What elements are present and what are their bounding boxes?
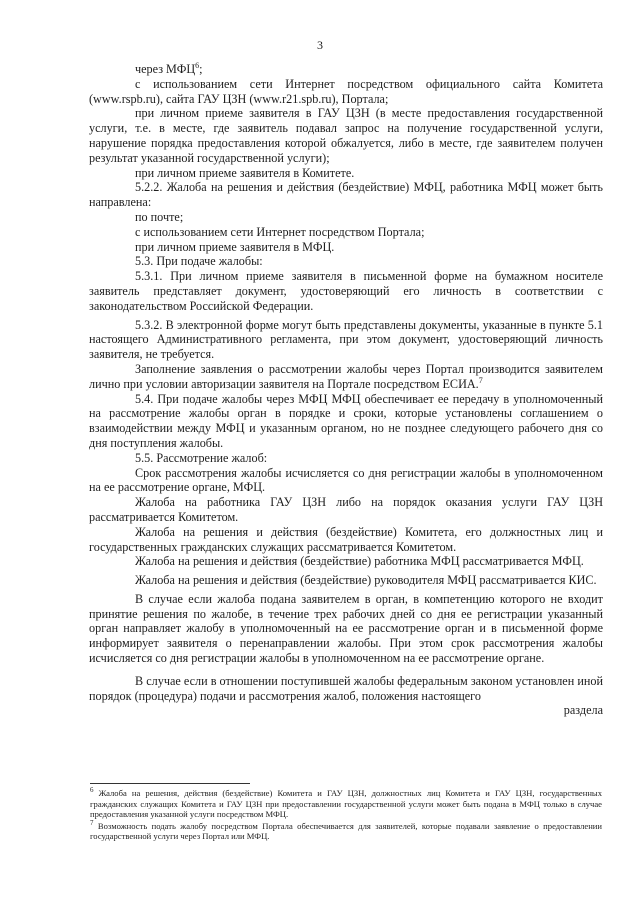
paragraph: В случае если жалоба подана заявителем в орган, в компетенцию которого не входит принятие решения по жалобе, в течение трех рабочих дней со дня ее регистрации указанный орган направляет жалобу в уполномоченный на ее рассмотрение орган и в письменной форме информирует заявителя о перенаправлении жалобы. При этом срок рассмотрения жалобы исчисляется со дня регистрации жалобы в уполномоченном на ее рассмотрение органе. bbox=[89, 591, 603, 666]
paragraph: при личном приеме заявителя в Комитете. bbox=[135, 165, 355, 180]
paragraph: Жалоба на решения и действия (бездействие) руководителя МФЦ рассматривается КИС. bbox=[135, 573, 597, 588]
paragraph: 5.5. Рассмотрение жалоб: bbox=[135, 450, 268, 465]
paragraph: 5.4. При подаче жалобы через МФЦ МФЦ обеспечивает ее передачу в уполномоченный на рассмотрение жалобы орган в порядке и сроки, которые установлены соглашением о взаимодействии между МФЦ и указанным органом, но не позднее следующего рабочего дня со дня поступления жалобы. bbox=[89, 391, 603, 450]
paragraph: В случае если в отношении поступившей жалобы федеральным законом установлен иной порядок (процедура) подачи и рассмотрения жалоб, положения настоящего bbox=[89, 673, 603, 703]
footnote: $^6$ Жалоба на решения, действия (бездействие) Комитета и ГАУ ЦЗН, должностных лиц Комитета и ГАУ ЦЗН, государственных гражданских служащих Комитета и ГАУ ЦЗН при предоставлении государственной услуги может быть подана в МФЦ только в случае предоставления указанной услуги посредством МФЦ. bbox=[90, 786, 602, 820]
paragraph: Срок рассмотрения жалобы исчисляется со дня регистрации жалобы в уполномоченном на ее рассмотрение органе, МФЦ. bbox=[89, 465, 603, 495]
paragraph: 5.2.2. Жалоба на решения и действия (бездействие) МФЦ, работника МФЦ может быть направлена: bbox=[89, 180, 603, 210]
paragraph: по почте; bbox=[135, 209, 184, 224]
page-number: 3 bbox=[317, 38, 323, 52]
footnote: $^7$ Возможность подать жалобу посредством Портала обеспечивается для заявителей, которые подавали заявление о предоставлении государственной услуги через Портал или МФЦ. bbox=[90, 818, 602, 842]
paragraph: 5.3.1. При личном приеме заявителя в письменной форме на бумажном носителе заявитель представляет документ, удостоверяющий его личность в соответствии с законодательством Российской Федерации. bbox=[89, 269, 603, 313]
footnote-separator bbox=[90, 783, 250, 784]
paragraph: Жалоба на работника ГАУ ЦЗН либо на порядок оказания услуги ГАУ ЦЗН рассматривается Комитетом. bbox=[89, 495, 603, 524]
paragraph: при личном приеме заявителя в ГАУ ЦЗН (в месте предоставления государственной услуги, т.е. в месте, где заявитель подавал запрос на получение государственной услуги, нарушение порядка предоставления которой обжалуется, либо в месте, где заявителем получен результат указанной государственной услуги); bbox=[89, 106, 603, 165]
paragraph: с использованием сети Интернет посредством официального сайта Комитета (www.rspb.ru), сайта ГАУ ЦЗН (www.r21.spb.ru), Портала; bbox=[89, 76, 603, 106]
paragraph: с использованием сети Интернет посредством Портала; bbox=[135, 224, 425, 239]
paragraph: Жалоба на решения и действия (бездействие) Комитета, его должностных лиц и государственных гражданских служащих рассматривается Комитетом. bbox=[89, 524, 603, 554]
paragraph: 5.3.2. В электронной форме могут быть представлены документы, указанные в пункте 5.1 настоящего Административного регламента, при этом документ, удостоверяющий личность заявителя, не требуется. bbox=[89, 317, 603, 362]
footnotes bbox=[90, 788, 602, 843]
paragraph: через МФЦ$^6$; bbox=[135, 60, 203, 76]
paragraph: 5.3. При подаче жалобы: bbox=[135, 254, 263, 269]
paragraph: при личном приеме заявителя в МФЦ. bbox=[135, 239, 335, 254]
paragraph: Жалоба на решения и действия (бездействие) работника МФЦ рассматривается МФЦ. bbox=[135, 554, 584, 569]
document-body bbox=[89, 62, 603, 718]
paragraph: раздела bbox=[563, 703, 603, 718]
footnote-ref-7: 7 bbox=[478, 375, 483, 385]
paragraph: Заполнение заявления о рассмотрении жалобы через Портал производится заявителем лично при условии авторизации заявителя на Портале посредством ЕСИА.$^7$ bbox=[89, 361, 603, 391]
footnote-ref-6: 6 bbox=[195, 60, 200, 70]
